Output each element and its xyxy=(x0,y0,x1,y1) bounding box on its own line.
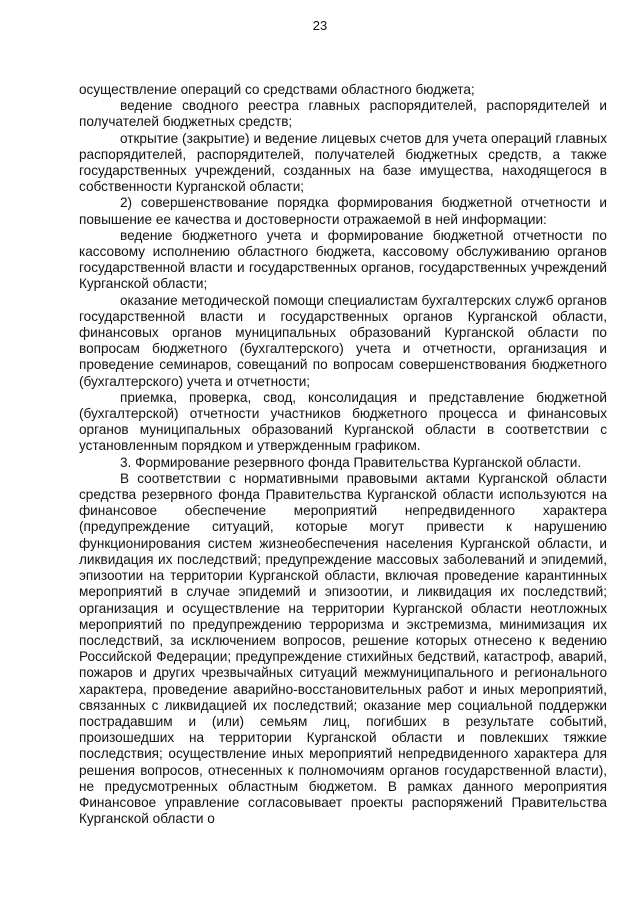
paragraph: осуществление операций со средствами областного бюджета; xyxy=(79,82,475,97)
paragraph: приемка, проверка, свод, консолидация и представление бюджетной (бухгалтерской) отчетности участников бюджетного процесса и финансовых органов муниципальных образований Курганской области в соответствии с установленным порядком и утвержденным графиком. xyxy=(79,389,607,454)
document-body xyxy=(79,82,607,827)
page-number: 23 xyxy=(312,18,328,33)
paragraph: оказание методической помощи специалистам бухгалтерских служб органов государственной власти и государственных органов Курганской области, финансовых органов муниципальных образований Курганской области по вопросам бюджетного (бухгалтерского) учета и отчетности, организация и проведение семинаров, совещаний по вопросам совершенствования бюджетного (бухгалтерского) учета и отчетности; xyxy=(79,292,607,389)
paragraph: В соответствии с нормативными правовыми актами Курганской области средства резервного фонда Правительства Курганской области используются на финансовое обеспечение мероприятий непредвиденного характера (предупреждение ситуаций, которые могут привести к нарушению функционирования систем жизнеобеспечения населения Курганской области, и ликвидация их последствий; предупреждение массовых заболеваний и эпидемий, эпизоотии на территории Курганской области, включая проведение карантинных мероприятий в случае эпидемий и эпизоотии, и ликвидация их последствий; организация и осуществление на территории Курганской области неотложных мероприятий по предупреждению терроризма и экстремизма, минимизация их последствий, за исключением вопросов, решение которых отнесено к ведению Российской Федерации; предупреждение стихийных бедствий, катастроф, аварий, пожаров и других чрезвычайных ситуаций межмуниципального и регионального характера, проведение аварийно-восстановительных работ и иных мероприятий, связанных с ликвидацией их последствий; оказание мер социальной поддержки пострадавшим и (или) семьям лиц, погибших в результате событий, произошедших на территории Курганской области и повлекших тяжкие последствия; осуществление иных мероприятий непредвиденного характера для решения вопросов, отнесенных к полномочиям органов государственной власти), не предусмотренных областным бюджетом. В рамках данного мероприятия Финансовое управление согласовывает проекты распоряжений Правительства Курганской области о xyxy=(79,470,607,827)
paragraph: 2) совершенствование порядка формирования бюджетной отчетности и повышение ее качества и достоверности отражаемой в ней информации: xyxy=(79,195,607,227)
paragraph: ведение бюджетного учета и формирование бюджетной отчетности по кассовому исполнению областного бюджета, кассовому обслуживанию органов государственной власти и государственных органов, государственных учреждений Курганской области; xyxy=(79,227,607,292)
paragraph: ведение сводного реестра главных распорядителей, распорядителей и получателей бюджетных средств; xyxy=(79,98,607,130)
paragraph: открытие (закрытие) и ведение лицевых счетов для учета операций главных распорядителей, распорядителей, получателей бюджетных средств, а также государственных учреждений, созданных на базе имущества, находящегося в собственности Курганской области; xyxy=(79,130,607,195)
section-heading: 3. Формирование резервного фонда Правительства Курганской области. xyxy=(120,454,582,470)
